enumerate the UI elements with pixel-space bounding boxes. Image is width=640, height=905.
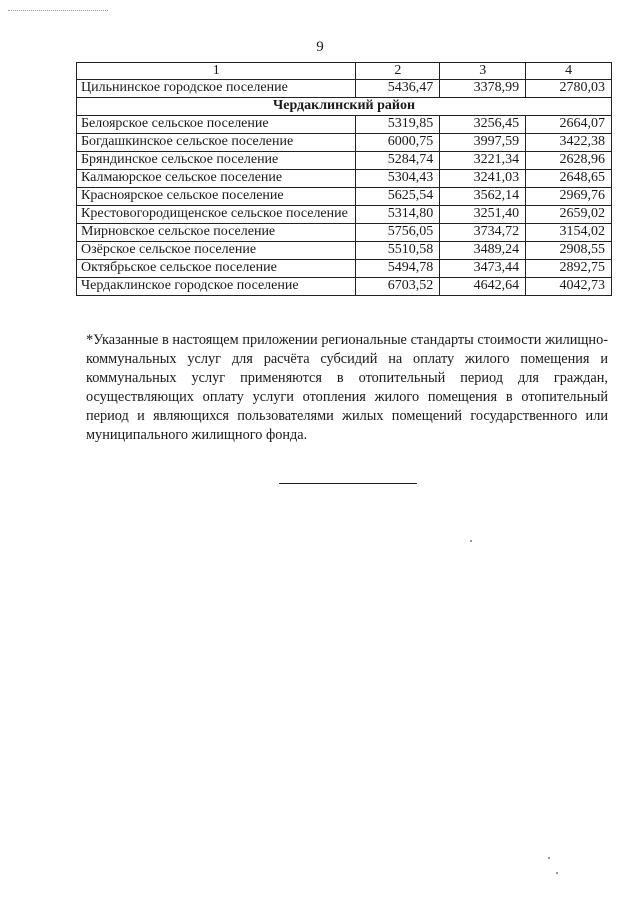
settlement-name: Красноярское сельское поселение bbox=[77, 188, 356, 206]
table-row bbox=[77, 152, 612, 170]
value-col-3: 3489,24 bbox=[440, 242, 526, 260]
settlement-name: Цильнинское городское поселение bbox=[77, 80, 356, 98]
footnote: *Указанные в настоящем приложении региональные стандарты стоимости жилищно-коммунальных услуг для расчёта субсидий на оплату жилого помещения и коммунальных услуг применяются в отопительный период для граждан, осуществляющих оплату услуги отопления жилого помещения в отопительный период и являющихся пользователями жилых помещений государственного или муниципального жилищного фонда. bbox=[86, 332, 608, 443]
value-col-2: 5436,47 bbox=[356, 80, 440, 98]
value-col-3: 3734,72 bbox=[440, 224, 526, 242]
standards-table bbox=[76, 62, 612, 296]
value-col-4: 2664,07 bbox=[526, 116, 612, 134]
value-col-2: 5625,54 bbox=[356, 188, 440, 206]
value-col-3: 3256,45 bbox=[440, 116, 526, 134]
settlement-name: Мирновское сельское поселение bbox=[77, 224, 356, 242]
value-col-4: 2648,65 bbox=[526, 170, 612, 188]
value-col-3: 3241,03 bbox=[440, 170, 526, 188]
value-col-2: 6000,75 bbox=[356, 134, 440, 152]
section-title-row bbox=[77, 98, 612, 116]
value-col-2: 5314,80 bbox=[356, 206, 440, 224]
value-col-2: 5494,78 bbox=[356, 260, 440, 278]
settlement-name: Крестовогородищенское сельское поселение bbox=[77, 206, 356, 224]
value-col-4: 2892,75 bbox=[526, 260, 612, 278]
table-row bbox=[77, 116, 612, 134]
table-row bbox=[77, 134, 612, 152]
table-row bbox=[77, 278, 612, 296]
table-row bbox=[77, 170, 612, 188]
scan-speck bbox=[556, 872, 558, 874]
settlement-name: Чердаклинское городское поселение bbox=[77, 278, 356, 296]
district-title: Чердаклинский район bbox=[77, 98, 612, 116]
scan-artifact-line bbox=[8, 10, 108, 11]
table-row bbox=[77, 80, 612, 98]
settlement-name: Бряндинское сельское поселение bbox=[77, 152, 356, 170]
end-divider bbox=[279, 483, 417, 484]
settlement-name: Богдашкинское сельское поселение bbox=[77, 134, 356, 152]
value-col-2: 5284,74 bbox=[356, 152, 440, 170]
value-col-3: 3251,40 bbox=[440, 206, 526, 224]
value-col-2: 5319,85 bbox=[356, 116, 440, 134]
value-col-4: 2659,02 bbox=[526, 206, 612, 224]
table-header-row bbox=[77, 63, 612, 80]
scan-speck bbox=[548, 857, 550, 859]
table-row bbox=[77, 188, 612, 206]
column-header: 2 bbox=[356, 63, 440, 80]
value-col-3: 4642,64 bbox=[440, 278, 526, 296]
value-col-2: 5756,05 bbox=[356, 224, 440, 242]
value-col-4: 3422,38 bbox=[526, 134, 612, 152]
settlement-name: Октябрьское сельское поселение bbox=[77, 260, 356, 278]
column-header: 1 bbox=[77, 63, 356, 80]
settlement-name: Белоярское сельское поселение bbox=[77, 116, 356, 134]
value-col-4: 2969,76 bbox=[526, 188, 612, 206]
value-col-3: 3562,14 bbox=[440, 188, 526, 206]
table-row bbox=[77, 224, 612, 242]
page-number: 9 bbox=[316, 39, 324, 55]
value-col-4: 3154,02 bbox=[526, 224, 612, 242]
value-col-4: 2908,55 bbox=[526, 242, 612, 260]
value-col-2: 6703,52 bbox=[356, 278, 440, 296]
table-row bbox=[77, 260, 612, 278]
table-row bbox=[77, 206, 612, 224]
value-col-4: 2628,96 bbox=[526, 152, 612, 170]
value-col-2: 5304,43 bbox=[356, 170, 440, 188]
value-col-3: 3221,34 bbox=[440, 152, 526, 170]
column-header: 3 bbox=[440, 63, 526, 80]
scan-speck bbox=[470, 540, 472, 542]
table-row bbox=[77, 242, 612, 260]
value-col-3: 3997,59 bbox=[440, 134, 526, 152]
settlement-name: Озёрское сельское поселение bbox=[77, 242, 356, 260]
table-body bbox=[77, 63, 612, 296]
value-col-3: 3378,99 bbox=[440, 80, 526, 98]
settlement-name: Калмаюрское сельское поселение bbox=[77, 170, 356, 188]
value-col-4: 4042,73 bbox=[526, 278, 612, 296]
column-header: 4 bbox=[526, 63, 612, 80]
value-col-2: 5510,58 bbox=[356, 242, 440, 260]
value-col-4: 2780,03 bbox=[526, 80, 612, 98]
value-col-3: 3473,44 bbox=[440, 260, 526, 278]
